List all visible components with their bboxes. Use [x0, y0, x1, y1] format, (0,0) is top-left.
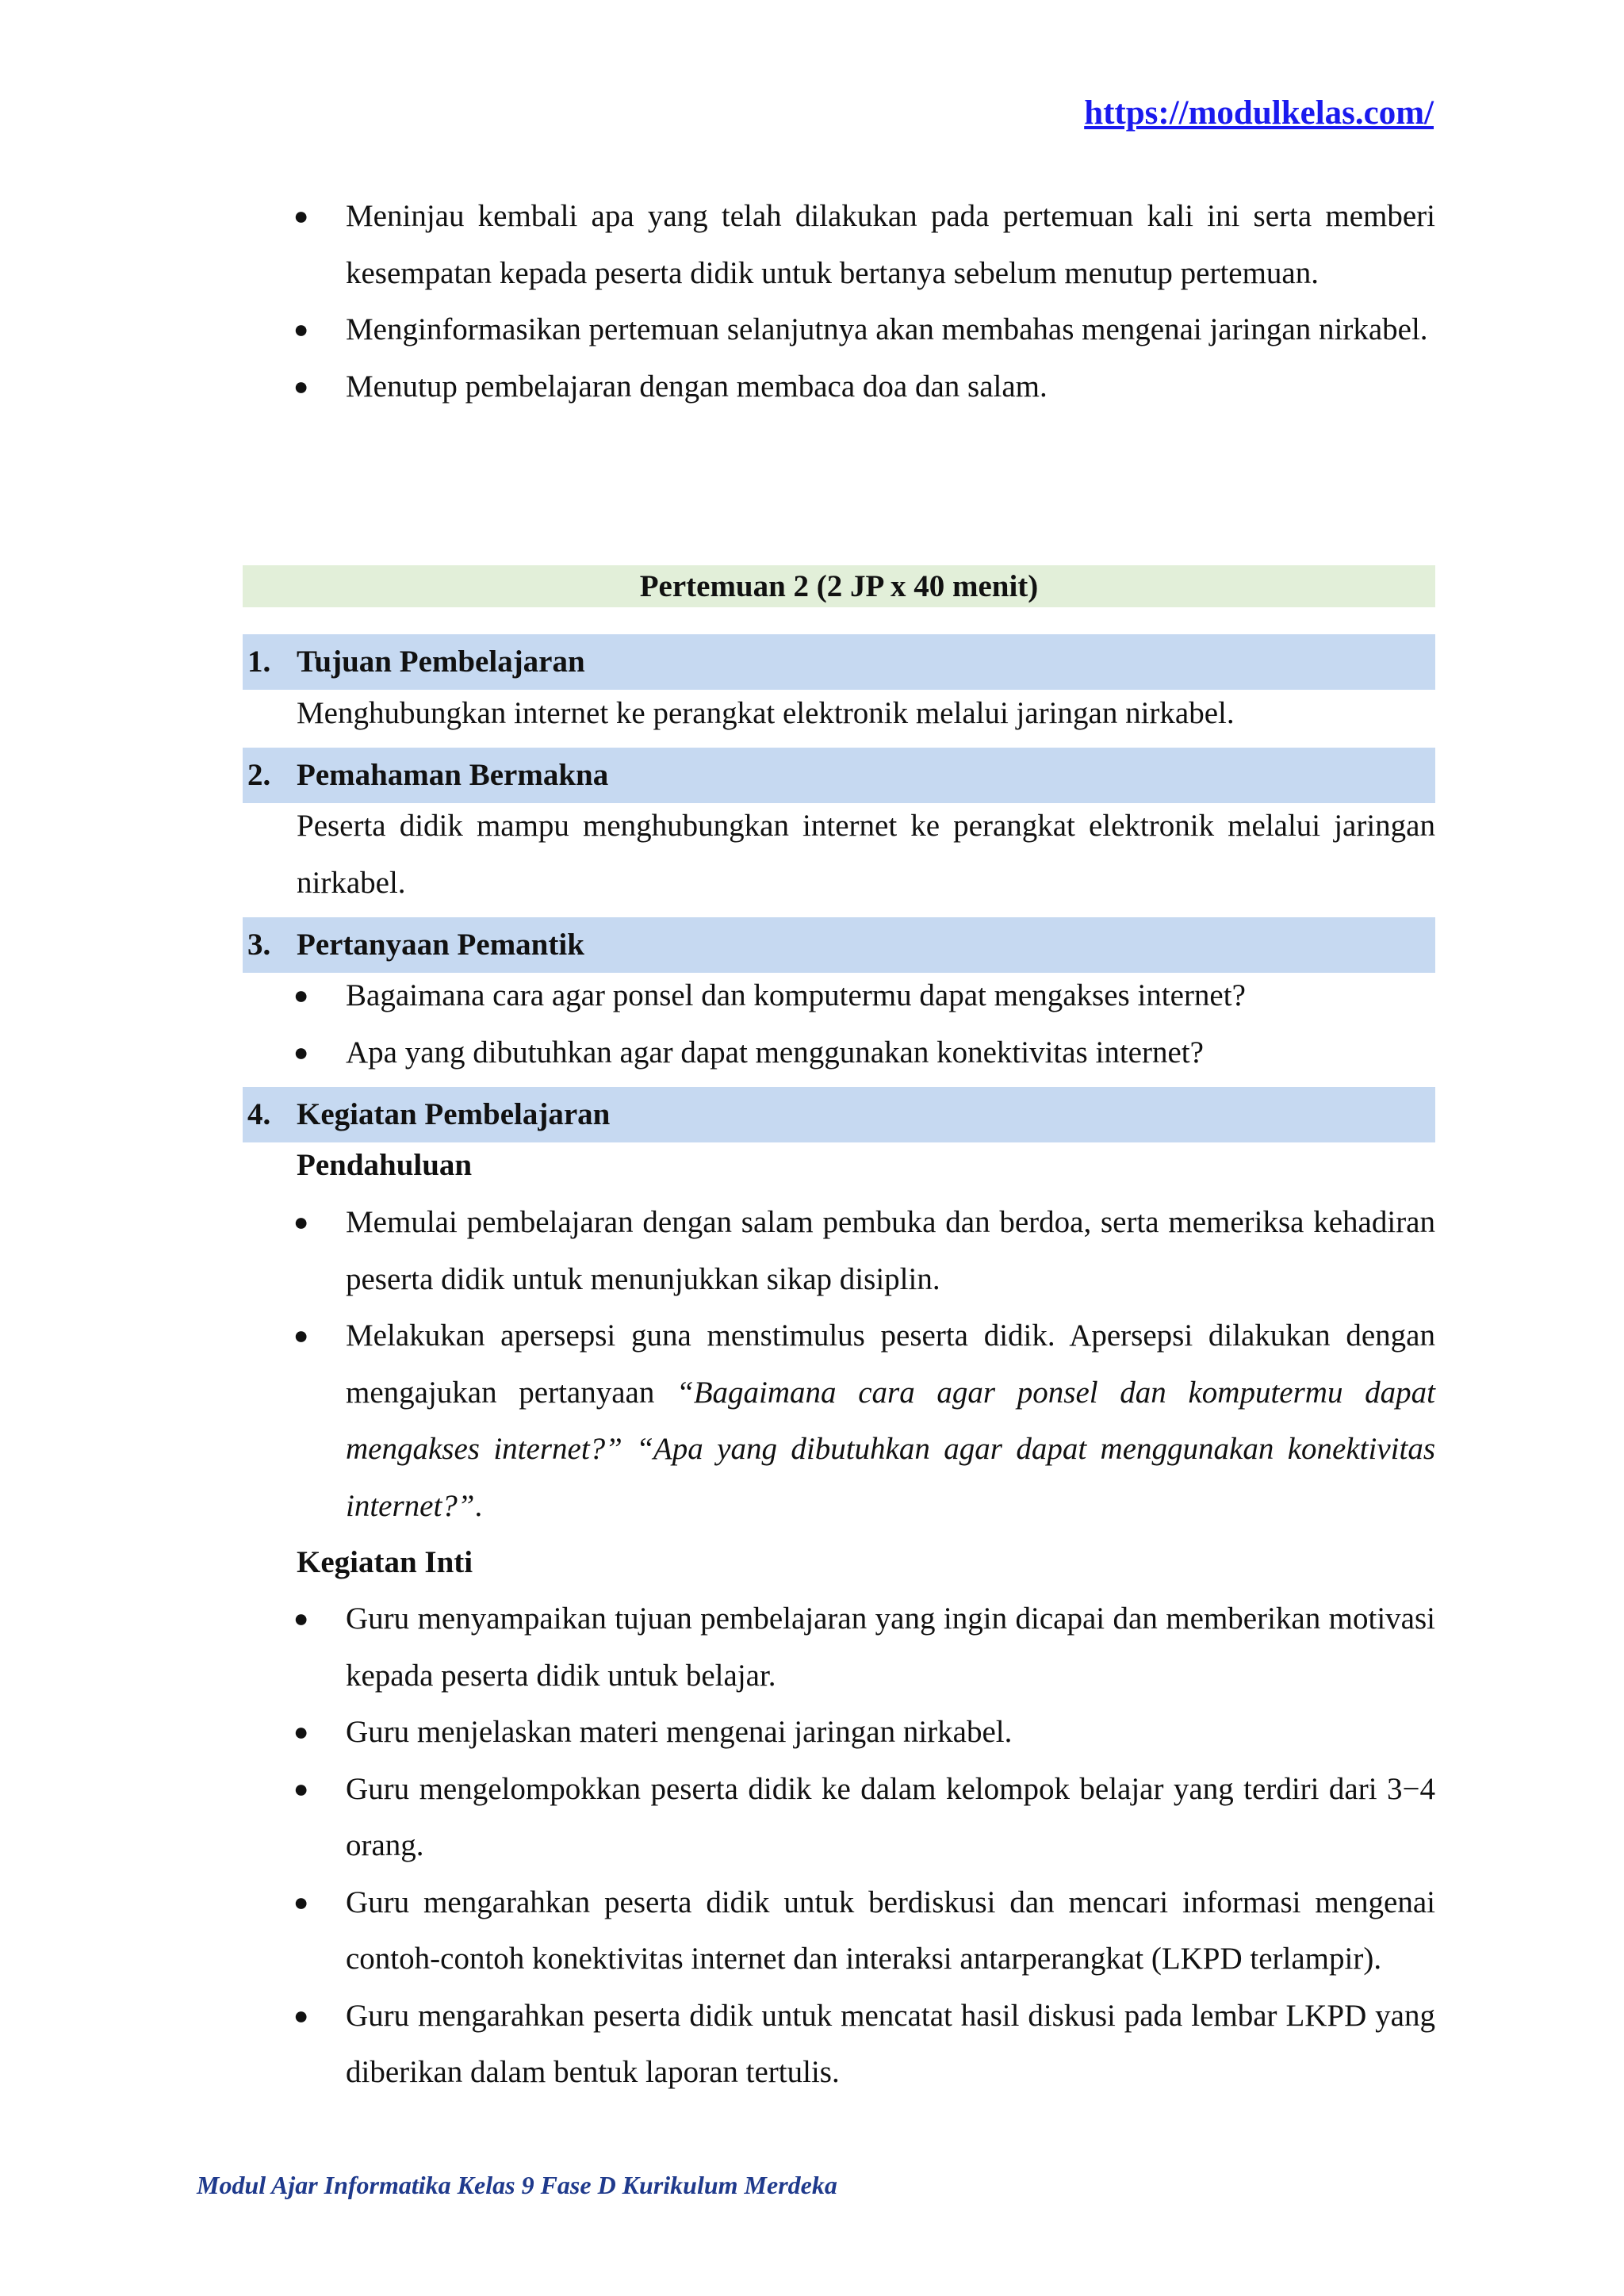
pemantik-bullet-list — [293, 967, 1435, 1081]
list-item: ● Menutup pembelajaran dengan membaca doa dan salam. — [293, 358, 1435, 415]
footer-text: Modul Ajar Informatika Kelas 9 Fase D Kurikulum Merdeka — [197, 2171, 837, 2199]
list-item: ● Melakukan apersepsi guna menstimulus peserta didik. Apersepsi dilakukan dengan mengajukan pertanyaan “Bagaimana cara agar ponsel dan komputermu dapat mengakses internet?” “Apa yang dibutuhkan agar dapat menggunakan konektivitas internet?”. — [293, 1307, 1435, 1534]
pendahuluan-bullet-list — [293, 1194, 1435, 1534]
subheading-kegiatan-inti: Kegiatan Inti — [297, 1545, 473, 1579]
bullet-icon: ● — [293, 1717, 309, 1746]
list-item: ● Guru menyampaikan tujuan pembelajaran yang ingin dicapai dan memberikan motivasi kepada peserta didik untuk belajar. — [293, 1590, 1435, 1704]
header-url-link[interactable]: https://modulkelas.com/ — [1084, 94, 1434, 132]
list-item: ● Apa yang dibutuhkan agar dapat menggunakan konektivitas internet? — [293, 1024, 1435, 1081]
bullet-icon: ● — [293, 1037, 309, 1066]
section-title: Kegiatan Pembelajaran — [297, 1097, 611, 1131]
section-number: 3. — [247, 928, 271, 962]
bullet-icon: ● — [293, 201, 309, 230]
subheading-pendahuluan: Pendahuluan — [297, 1148, 473, 1182]
closing-bullet-list — [293, 188, 1435, 415]
list-item: ● Guru mengarahkan peserta didik untuk mencatat hasil diskusi pada lembar LKPD yang diberikan dalam bentuk laporan tertulis. — [293, 1988, 1435, 2101]
list-item: ● Memulai pembelajaran dengan salam pembuka dan berdoa, serta memeriksa kehadiran peserta didik untuk menunjukkan sikap disiplin. — [293, 1194, 1435, 1307]
section-number: 4. — [247, 1097, 271, 1131]
bullet-icon: ● — [293, 1207, 309, 1236]
section-title: Pertanyaan Pemantik — [297, 928, 584, 962]
bullet-icon: ● — [293, 981, 309, 1009]
section-text-tujuan: Menghubungkan internet ke perangkat elektronik melalui jaringan nirkabel. — [297, 696, 1235, 730]
list-item: ● Guru mengarahkan peserta didik untuk berdiskusi dan mencari informasi mengenai contoh-contoh konektivitas internet dan interaksi antarperangkat (LKPD terlampir). — [293, 1874, 1435, 1988]
section-text-pemahaman: Peserta didik mampu menghubungkan internet ke perangkat elektronik melalui jaringan nirkabel. — [297, 809, 1435, 900]
bullet-icon: ● — [293, 2000, 309, 2030]
section-number: 2. — [247, 758, 271, 792]
section-number: 1. — [247, 645, 271, 679]
apersepsi-questions: “Bagaimana cara agar ponsel dan komputermu dapat mengakses internet?” “Apa yang dibutuhkan agar dapat menggunakan konektivitas internet?” — [346, 1375, 1435, 1523]
section-heading-pemahaman — [243, 748, 1435, 803]
section-title: Tujuan Pembelajaran — [297, 645, 585, 679]
meeting-title-band — [243, 565, 1435, 607]
bullet-icon: ● — [293, 1321, 309, 1349]
list-item: ● Bagaimana cara agar ponsel dan komputermu dapat mengakses internet? — [293, 967, 1435, 1024]
section-title: Pemahaman Bermakna — [297, 758, 609, 792]
list-item: ● Meninjau kembali apa yang telah dilakukan pada pertemuan kali ini serta memberi kesempatan kepada peserta didik untuk bertanya sebelum menutup pertemuan. — [293, 188, 1435, 301]
section-heading-tujuan — [243, 634, 1435, 690]
bullet-icon: ● — [293, 1887, 309, 1916]
list-item: ● Guru mengelompokkan peserta didik ke dalam kelompok belajar yang terdiri dari 3−4 orang. — [293, 1761, 1435, 1874]
list-item: ● Menginformasikan pertemuan selanjutnya akan membahas mengenai jaringan nirkabel. — [293, 301, 1435, 358]
kegiatan-inti-bullet-list — [293, 1590, 1435, 2101]
bullet-icon: ● — [293, 1774, 309, 1803]
section-heading-pertanyaan — [243, 917, 1435, 973]
bullet-icon: ● — [293, 1604, 309, 1632]
bullet-icon: ● — [293, 371, 309, 400]
section-heading-kegiatan — [243, 1087, 1435, 1142]
meeting-title: Pertemuan 2 (2 JP x 40 menit) — [639, 569, 1039, 603]
list-item: ● Guru menjelaskan materi mengenai jaringan nirkabel. — [293, 1704, 1435, 1761]
bullet-icon: ● — [293, 315, 309, 343]
